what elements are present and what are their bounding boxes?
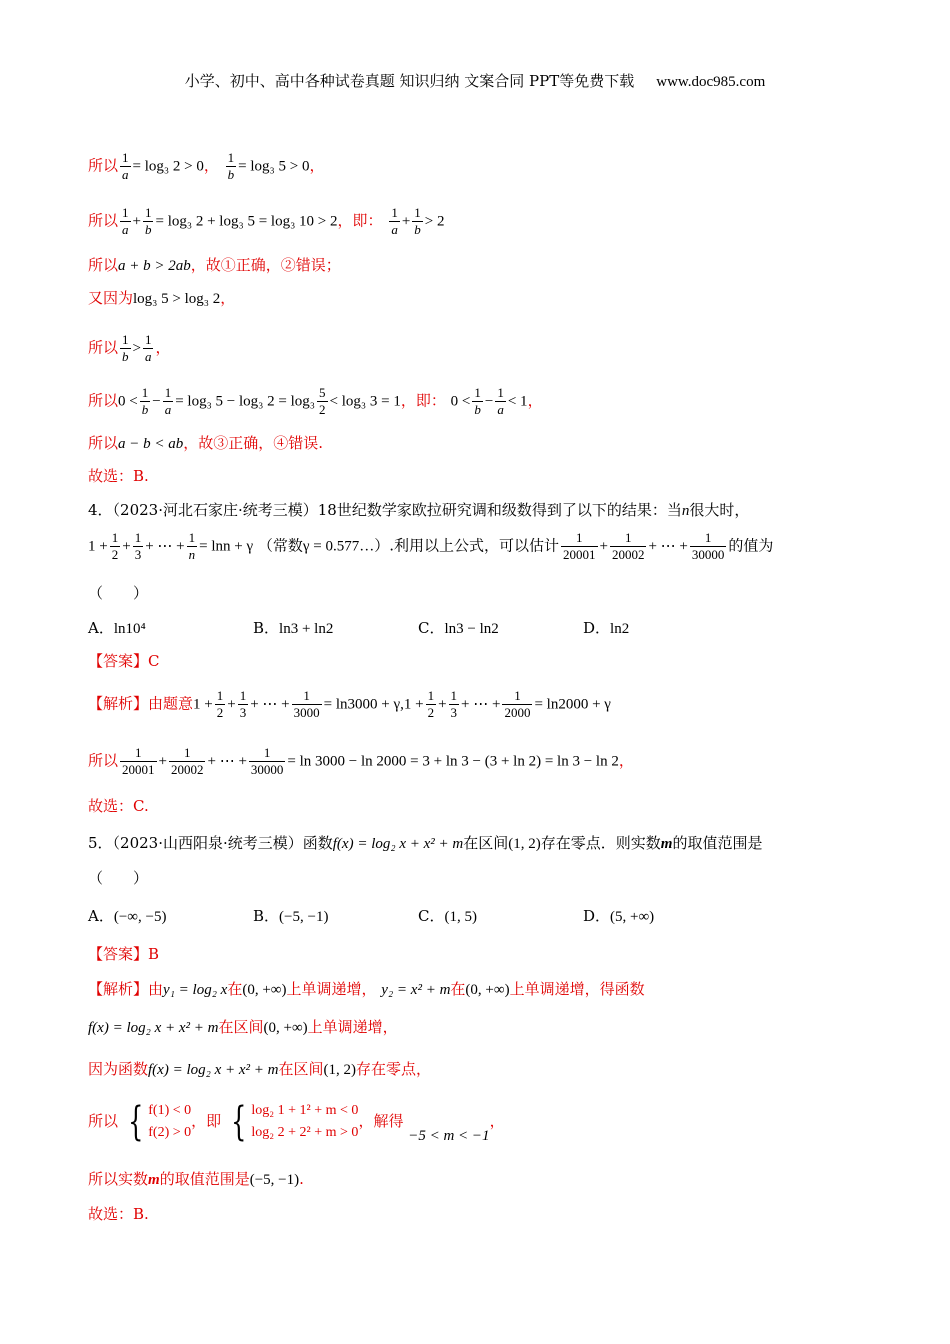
q5-option-d[interactable]: D．(5, +∞) <box>583 907 655 925</box>
sol3-line3: 所以a + b > 2ab，故①正确，②错误； <box>88 256 341 274</box>
sol3-line6: 所以0 < $\frac{1}{b}$ − $\frac{1}{a}$ = log₃ 5 − log₃ 2 = log₃ $\frac{5}{2}$ < log₃ 3 = 1，即： 0 < $\frac{1}{b}$ − $\frac{1}{a}$ < 1， <box>88 385 543 417</box>
sol3-line5: 所以 $\frac{1}{b}$ > $\frac{1}{a}$ ， <box>88 332 171 364</box>
q5-analysis-line3: 因为函数f(x) = log₂ x + x² + m在区间(1, 2)存在零点， <box>88 1060 432 1078</box>
q5-answer: 【答案】B <box>88 945 160 963</box>
q5-analysis-line4: 所以 { f(1) < 0 f(2) > 0 ，即 { log₂ 1 + 1² + m < 0 log₂ 2 + 2² + m > 0 ，解得 −5 < m < −1， <box>88 1099 505 1145</box>
q5-choose: 故选：B. <box>88 1205 149 1223</box>
q4-option-d[interactable]: D．ln2 <box>583 619 630 637</box>
q5-analysis-line1: 【解析】由y₁ = log₂ x在(0, +∞)上单调递增， y₂ = x² + m在(0, +∞)上单调递增，得函数 <box>88 980 645 998</box>
q5-paren: （ ） <box>88 869 149 887</box>
page-header <box>0 70 950 91</box>
q5-analysis-line2: f(x) = log₂ x + x² + m在区间(0, +∞)上单调递增， <box>88 1018 398 1036</box>
q5-option-c[interactable]: C．(1, 5) <box>418 907 477 925</box>
q5-option-a[interactable]: A．(−∞, −5) <box>88 907 167 925</box>
sol3-choose: 故选：B. <box>88 467 149 485</box>
system-1: { f(1) < 0 f(2) > 0 <box>127 1099 192 1145</box>
sol3-line2: 所以 $\frac{1}{a}$ + $\frac{1}{b}$ = log₃ 2 + log₃ 5 = log₃ 10 > 2，即： $\frac{1}{a}$ + $\frac{1}{b}$ > 2 <box>88 205 445 237</box>
q4-answer: 【答案】C <box>88 652 160 670</box>
q4-analysis-line1: 【解析】由题意1 + $\frac{1}{2}$ + $\frac{1}{3}$ + ⋯ + $\frac{1}{3000}$ = ln3000 + γ,1 + $\frac{1}{2}$ + $\frac{1}{3}$ + ⋯ + $\frac{1}{2000}$ = ln2000 + γ <box>88 688 611 720</box>
q4-option-b[interactable]: B．ln3 + ln2 <box>253 619 334 637</box>
q4-paren: （ ） <box>88 584 149 602</box>
sol3-line1: 所以 $\frac{1}{a}$ = log₃ 2 > 0， $\frac{1}{b}$ = log₃ 5 > 0， <box>88 150 325 182</box>
header-title: 小学、初中、高中各种试卷真题 知识归纳 文案合同 PPT等免费下载 <box>184 72 635 90</box>
q5-analysis-line5: 所以实数m的取值范围是(−5, −1). <box>88 1170 304 1188</box>
q5-option-b[interactable]: B．(−5, −1) <box>253 907 329 925</box>
q5-stem: 5．（2023·山西阳泉·统考三模）函数f(x) = log₂ x + x² + m在区间(1, 2)存在零点．则实数m的取值范围是 <box>88 834 763 852</box>
sol3-line7: 所以a − b < ab，故③正确，④错误. <box>88 434 324 452</box>
q4-option-a[interactable]: A．ln10⁴ <box>88 619 146 637</box>
q4-option-c[interactable]: C．ln3 − ln2 <box>418 619 499 637</box>
q4-choose: 故选：C. <box>88 797 149 815</box>
q4-stem-line1: 4．（2023·河北石家庄·统考三模）18世纪数学家欧拉研究调和级数得到了以下的结果：当n很大时， <box>88 501 750 519</box>
q4-stem-line2: 1 + $\frac{1}{2}$ + $\frac{1}{3}$ + ⋯ + $\frac{1}{n}$ = lnn + γ （常数γ = 0.577…）.利用以上公式，可以估计 $\frac{1}{20001}$ + $\frac{1}{20002}$ + ⋯ + $\frac{1}{30000}$ 的值为 <box>88 530 774 562</box>
header-url[interactable]: www.doc985.com <box>656 74 766 90</box>
system-2: { log₂ 1 + 1² + m < 0 log₂ 2 + 2² + m > 0 <box>231 1099 359 1145</box>
q4-analysis-line2: 所以 $\frac{1}{20001}$ + $\frac{1}{20002}$ + ⋯ + $\frac{1}{30000}$ = ln 3000 − ln 2000 = 3 + ln 3 − (3 + ln 2) = ln 3 − ln 2， <box>88 745 634 777</box>
sol3-line4: 又因为log₃ 5 > log₃ 2， <box>88 289 236 307</box>
